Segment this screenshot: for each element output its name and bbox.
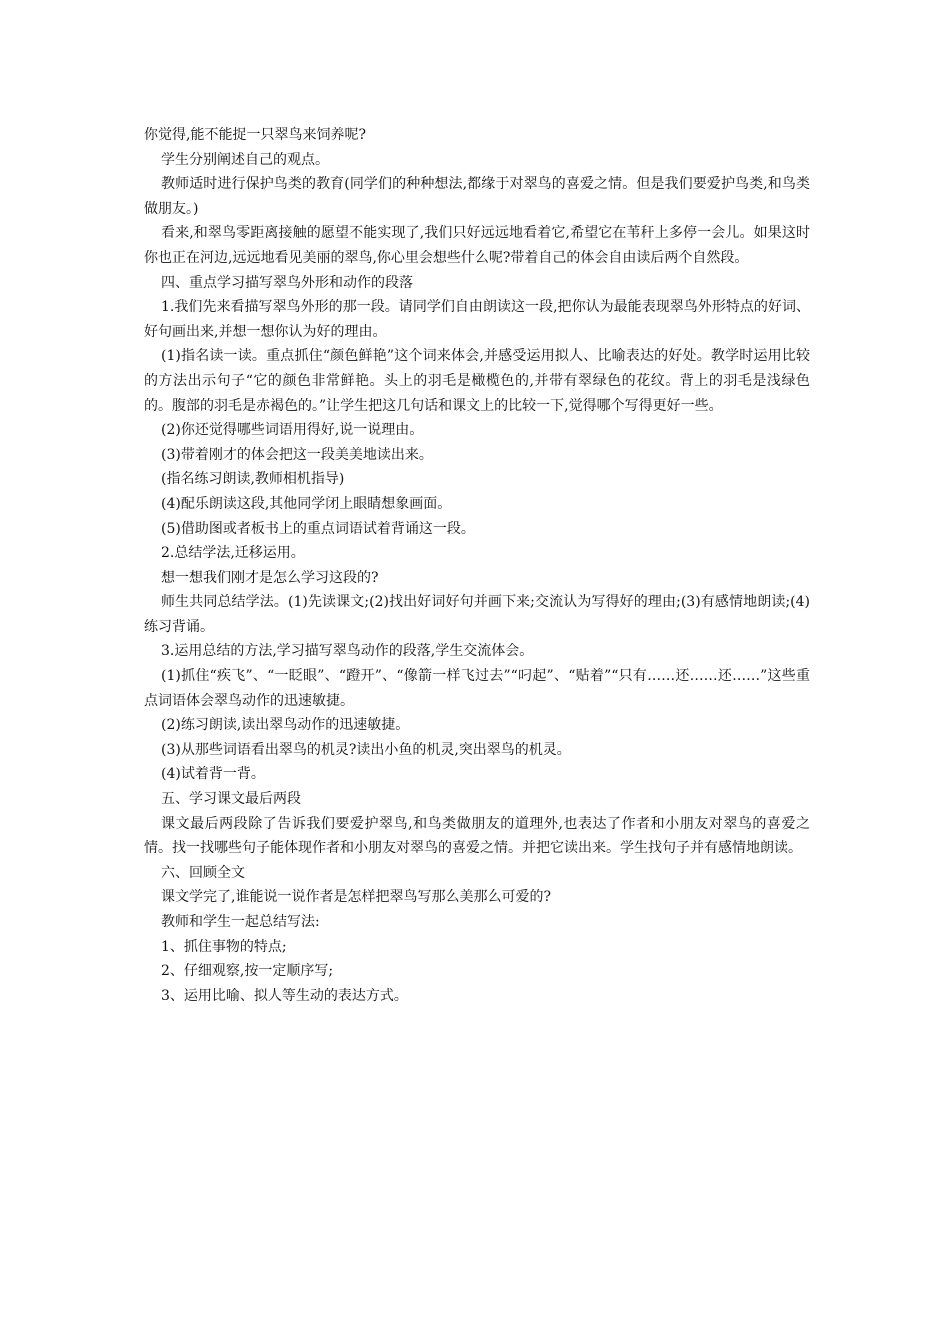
paragraph: (1)抓住“疾飞”、“一眨眼”、“蹬开”、“像箭一样飞过去”“叼起”、“贴着”“只有……还……还……”这些重点词语体会翠鸟动作的迅速敏捷。 [144, 668, 810, 709]
paragraph: 师生共同总结学法。(1)先读课文;(2)找出好词好句并画下来;交流认为写得好的理由;(3)有感情地朗读;(4)练习背诵。 [144, 594, 810, 635]
paragraph: (4)配乐朗读这段,其他同学闭上眼睛想象画面。 [161, 495, 452, 512]
document-body [144, 123, 810, 1008]
paragraph: 1、抓住事物的特点; [161, 938, 287, 955]
paragraph: 3.运用总结的方法,学习描写翠鸟动作的段落,学生交流体会。 [161, 643, 534, 660]
paragraph: (指名练习朗读,教师相机指导) [161, 471, 345, 488]
paragraph: 课文最后两段除了告诉我们要爱护翠鸟,和鸟类做朋友的道理外,也表达了作者和小朋友对翠鸟的喜爱之情。找一找哪些句子能体现作者和小朋友对翠鸟的喜爱之情。并把它读出来。学生找句子并有感情地朗读。 [144, 815, 810, 857]
paragraph: 五、学习课文最后两段 [161, 791, 301, 808]
paragraph: (2)练习朗读,读出翠鸟动作的迅速敏捷。 [161, 717, 410, 734]
paragraph: 学生分别阐述自己的观点。 [161, 151, 329, 168]
paragraph: 课文学完了,谁能说一说作者是怎样把翠鸟写那么美那么可爱的? [161, 889, 551, 906]
paragraph: 1.我们先来看描写翠鸟外形的那一段。请同学们自由朗读这一段,把你认为最能表现翠鸟外形特点的好词、好句画出来,并想一想你认为好的理由。 [144, 299, 810, 340]
paragraph: 四、重点学习描写翠鸟外形和动作的段落 [161, 274, 413, 291]
paragraph: 六、回顾全文 [161, 864, 245, 881]
paragraph: 2.总结学法,迁移运用。 [161, 545, 305, 562]
paragraph: (3)带着刚才的体会把这一段美美地读出来。 [161, 446, 433, 463]
paragraph: (5)借助图或者板书上的重点词语试着背诵这一段。 [161, 520, 475, 537]
paragraph: (3)从那些词语看出翠鸟的机灵?读出小鱼的机灵,突出翠鸟的机灵。 [161, 741, 571, 758]
paragraph: 想一想我们刚才是怎么学习这段的? [161, 569, 379, 586]
paragraph: (4)试着背一背。 [161, 766, 265, 783]
paragraph: (2)你还觉得哪些词语用得好,说一说理由。 [161, 422, 424, 439]
paragraph: 你觉得,能不能捉一只翠鸟来饲养呢? [144, 127, 366, 143]
paragraph: (1)指名读一读。重点抓住“颜色鲜艳”这个词来体会,并感受运用拟人、比喻表达的好处。教学时运用比较的方法出示句子“它的颜色非常鲜艳。头上的羽毛是橄榄色的,并带有翠绿色的花纹。背上的羽毛是浅绿色的。腹部的羽毛是赤褐色的。”让学生把这几句话和课文上的比较一下,觉得哪个写得更好一些。 [144, 348, 810, 414]
paragraph: 教师和学生一起总结写法: [161, 914, 320, 930]
paragraph: 2、仔细观察,按一定顺序写; [161, 963, 334, 980]
paragraph: 教师适时进行保护鸟类的教育(同学们的种种想法,都缘于对翠鸟的喜爱之情。但是我们要爱护鸟类,和鸟类做朋友。) [144, 176, 810, 217]
paragraph: 3、运用比喻、拟人等生动的表达方式。 [161, 987, 408, 1004]
paragraph: 看来,和翠鸟零距离接触的愿望不能实现了,我们只好远远地看着它,希望它在苇秆上多停一会儿。如果这时你也正在河边,远远地看见美丽的翠鸟,你心里会想些什么呢?带着自己的体会自由读后两个自然段。 [144, 225, 810, 266]
